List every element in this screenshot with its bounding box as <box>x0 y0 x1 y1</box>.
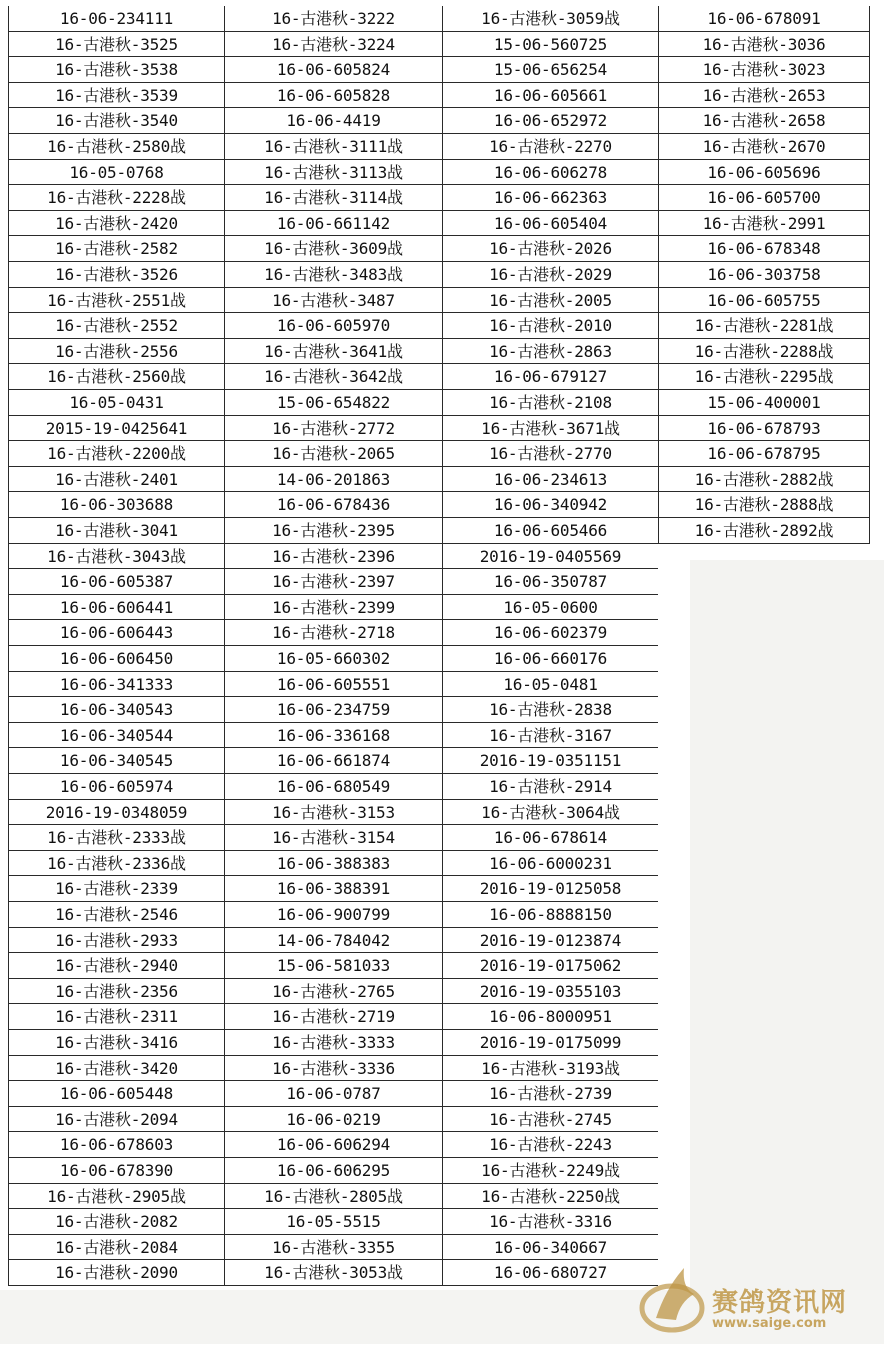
table-cell: 16-古港秋-3153 <box>224 800 442 826</box>
table-cell: 16-古港秋-3538 <box>8 57 224 83</box>
table-cell: 16-古港秋-2560战 <box>8 364 224 390</box>
table-cell: 16-古港秋-2005 <box>442 288 658 314</box>
table-cell: 16-古港秋-2888战 <box>658 492 870 518</box>
table-cell: 16-06-606441 <box>8 595 224 621</box>
table-cell: 16-古港秋-3036 <box>658 32 870 58</box>
table-cell: 16-古港秋-2029 <box>442 262 658 288</box>
table-cell: 16-06-350787 <box>442 569 658 595</box>
table-cell: 16-06-605700 <box>658 185 870 211</box>
table-cell: 16-古港秋-3416 <box>8 1030 224 1056</box>
table-cell: 16-古港秋-2580战 <box>8 134 224 160</box>
table-cell: 16-古港秋-2772 <box>224 416 442 442</box>
table-cell: 16-古港秋-2288战 <box>658 339 870 365</box>
table-cell: 16-05-0768 <box>8 160 224 186</box>
empty-region <box>690 560 884 1344</box>
table-cell: 16-古港秋-3059战 <box>442 6 658 32</box>
table-cell: 16-古港秋-3420 <box>8 1056 224 1082</box>
table-cell: 16-古港秋-2295战 <box>658 364 870 390</box>
table-cell: 16-06-303688 <box>8 492 224 518</box>
table-cell: 16-古港秋-2933 <box>8 928 224 954</box>
table-cell: 16-古港秋-2356 <box>8 979 224 1005</box>
table-cell: 16-古港秋-3222 <box>224 6 442 32</box>
table-cell: 16-古港秋-2281战 <box>658 313 870 339</box>
table-cell: 16-06-678091 <box>658 6 870 32</box>
table-cell: 16-06-0787 <box>224 1081 442 1107</box>
table-cell: 16-古港秋-2396 <box>224 544 442 570</box>
table-cell: 16-古港秋-2401 <box>8 467 224 493</box>
pigeon-icon <box>636 1258 716 1344</box>
table-cell: 16-06-606294 <box>224 1132 442 1158</box>
table-cell: 16-古港秋-2339 <box>8 876 224 902</box>
table-cell: 16-06-605551 <box>224 672 442 698</box>
watermark-title: 赛鸽资讯网 <box>712 1288 848 1318</box>
table-cell: 16-古港秋-2399 <box>224 595 442 621</box>
table-cell: 16-06-605970 <box>224 313 442 339</box>
table-cell: 16-古港秋-2094 <box>8 1107 224 1133</box>
table-cell: 15-06-654822 <box>224 390 442 416</box>
table-cell: 16-06-679127 <box>442 364 658 390</box>
table-cell: 16-06-605387 <box>8 569 224 595</box>
table-cell: 15-06-656254 <box>442 57 658 83</box>
table-cell: 16-古港秋-2084 <box>8 1235 224 1261</box>
table-cell: 16-06-661874 <box>224 748 442 774</box>
table-cell: 16-古港秋-2270 <box>442 134 658 160</box>
table-cell: 14-06-201863 <box>224 467 442 493</box>
table-cell: 16-06-605466 <box>442 518 658 544</box>
table-cell: 16-06-8000951 <box>442 1004 658 1030</box>
table-cell: 16-06-0219 <box>224 1107 442 1133</box>
table-cell: 16-古港秋-2892战 <box>658 518 870 544</box>
table-cell: 16-05-0600 <box>442 595 658 621</box>
table-cell: 16-05-0481 <box>442 672 658 698</box>
table-cell: 16-06-678390 <box>8 1158 224 1184</box>
table-cell: 16-古港秋-2991 <box>658 211 870 237</box>
table-cell: 16-古港秋-3023 <box>658 57 870 83</box>
table-cell: 16-古港秋-3526 <box>8 262 224 288</box>
table-cell: 16-古港秋-2200战 <box>8 441 224 467</box>
table-cell: 16-古港秋-2397 <box>224 569 442 595</box>
table-cell: 16-古港秋-3487 <box>224 288 442 314</box>
table-cell: 16-06-336168 <box>224 723 442 749</box>
table-cell: 16-古港秋-2108 <box>442 390 658 416</box>
table-cell: 16-古港秋-2739 <box>442 1081 658 1107</box>
table-cell: 16-06-605974 <box>8 774 224 800</box>
table-cell: 16-古港秋-2745 <box>442 1107 658 1133</box>
table-cell: 16-古港秋-3355 <box>224 1235 442 1261</box>
table-cell: 16-古港秋-2228战 <box>8 185 224 211</box>
table-cell: 2016-19-0175099 <box>442 1030 658 1056</box>
table-cell: 16-06-678795 <box>658 441 870 467</box>
table-cell: 16-古港秋-2336战 <box>8 851 224 877</box>
table-cell: 16-古港秋-2658 <box>658 108 870 134</box>
table-cell: 16-06-340543 <box>8 697 224 723</box>
table-cell: 16-古港秋-2333战 <box>8 825 224 851</box>
table-cell: 16-06-388383 <box>224 851 442 877</box>
table-cell: 2016-19-0348059 <box>8 800 224 826</box>
table-cell: 16-06-388391 <box>224 876 442 902</box>
table-cell: 16-05-660302 <box>224 646 442 672</box>
table-cell: 16-古港秋-2311 <box>8 1004 224 1030</box>
table-cell: 16-06-661142 <box>224 211 442 237</box>
table-cell: 16-06-340942 <box>442 492 658 518</box>
table-cell: 16-06-605404 <box>442 211 658 237</box>
table-cell: 16-古港秋-2914 <box>442 774 658 800</box>
table-cell: 15-06-581033 <box>224 953 442 979</box>
table-cell: 16-06-605696 <box>658 160 870 186</box>
table-cell: 16-古港秋-3525 <box>8 32 224 58</box>
table-cell: 16-古港秋-3154 <box>224 825 442 851</box>
table-cell: 2016-19-0405569 <box>442 544 658 570</box>
table-cell: 16-06-678603 <box>8 1132 224 1158</box>
table-cell: 16-06-341333 <box>8 672 224 698</box>
table-cell: 16-古港秋-2010 <box>442 313 658 339</box>
table-cell: 16-06-340544 <box>8 723 224 749</box>
table-cell: 16-古港秋-3539 <box>8 83 224 109</box>
table-cell: 16-古港秋-3316 <box>442 1209 658 1235</box>
table-cell: 16-古港秋-3113战 <box>224 160 442 186</box>
table-cell: 16-06-606450 <box>8 646 224 672</box>
table-cell: 2016-19-0351151 <box>442 748 658 774</box>
table-cell: 16-古港秋-2026 <box>442 236 658 262</box>
table-cell: 16-05-5515 <box>224 1209 442 1235</box>
watermark-url: www.saige.com <box>712 1316 827 1331</box>
table-cell: 16-06-605824 <box>224 57 442 83</box>
table-cell: 16-06-340667 <box>442 1235 658 1261</box>
table-cell: 16-古港秋-3041 <box>8 518 224 544</box>
table-cell: 16-古港秋-3540 <box>8 108 224 134</box>
table-cell: 16-古港秋-2551战 <box>8 288 224 314</box>
table-cell: 16-06-340545 <box>8 748 224 774</box>
table-cell: 15-06-560725 <box>442 32 658 58</box>
table-cell: 16-古港秋-3064战 <box>442 800 658 826</box>
table-cell: 16-古港秋-2420 <box>8 211 224 237</box>
table-cell: 16-06-678614 <box>442 825 658 851</box>
table-cell: 16-古港秋-3193战 <box>442 1056 658 1082</box>
table-cell: 16-06-678793 <box>658 416 870 442</box>
table-cell: 2016-19-0123874 <box>442 928 658 954</box>
table-cell: 16-06-605661 <box>442 83 658 109</box>
table-cell: 16-古港秋-2765 <box>224 979 442 1005</box>
table-cell: 16-06-606295 <box>224 1158 442 1184</box>
table-cell: 16-06-4419 <box>224 108 442 134</box>
table-cell: 16-06-605755 <box>658 288 870 314</box>
table-cell: 16-古港秋-3483战 <box>224 262 442 288</box>
table-cell: 16-古港秋-2552 <box>8 313 224 339</box>
table-cell: 16-古港秋-2243 <box>442 1132 658 1158</box>
table-cell: 16-古港秋-2718 <box>224 620 442 646</box>
table-cell: 16-06-606278 <box>442 160 658 186</box>
table-cell: 2015-19-0425641 <box>8 416 224 442</box>
table-cell: 16-古港秋-3642战 <box>224 364 442 390</box>
table-cell: 16-古港秋-2546 <box>8 902 224 928</box>
table-cell: 16-古港秋-3609战 <box>224 236 442 262</box>
table-cell: 16-06-662363 <box>442 185 658 211</box>
table-cell: 16-05-0431 <box>8 390 224 416</box>
table-cell: 16-古港秋-2863 <box>442 339 658 365</box>
table-cell: 16-古港秋-3111战 <box>224 134 442 160</box>
table-cell: 16-古港秋-3333 <box>224 1030 442 1056</box>
table-cell: 14-06-784042 <box>224 928 442 954</box>
table-cell: 16-06-234613 <box>442 467 658 493</box>
table-cell: 16-古港秋-2249战 <box>442 1158 658 1184</box>
table-cell: 16-06-605448 <box>8 1081 224 1107</box>
table-cell: 16-古港秋-3671战 <box>442 416 658 442</box>
table-cell: 16-古港秋-3336 <box>224 1056 442 1082</box>
table-cell: 16-06-6000231 <box>442 851 658 877</box>
table-cell: 16-古港秋-3167 <box>442 723 658 749</box>
table-cell: 16-古港秋-2082 <box>8 1209 224 1235</box>
table-cell: 16-06-8888150 <box>442 902 658 928</box>
table-cell: 16-06-680727 <box>442 1260 658 1286</box>
table-cell: 16-06-678436 <box>224 492 442 518</box>
table-cell: 16-古港秋-2905战 <box>8 1184 224 1210</box>
table-cell: 2016-19-0355103 <box>442 979 658 1005</box>
table-cell: 16-古港秋-2719 <box>224 1004 442 1030</box>
table-cell: 16-06-303758 <box>658 262 870 288</box>
table-cell: 16-06-234111 <box>8 6 224 32</box>
table-cell: 2016-19-0125058 <box>442 876 658 902</box>
table-cell: 16-06-680549 <box>224 774 442 800</box>
table-cell: 16-古港秋-2250战 <box>442 1184 658 1210</box>
table-cell: 16-古港秋-2065 <box>224 441 442 467</box>
table-cell: 16-06-234759 <box>224 697 442 723</box>
table-cell: 2016-19-0175062 <box>442 953 658 979</box>
table-cell: 16-06-602379 <box>442 620 658 646</box>
table-cell: 16-古港秋-3224 <box>224 32 442 58</box>
table-cell: 16-06-660176 <box>442 646 658 672</box>
table-cell: 16-06-605828 <box>224 83 442 109</box>
table-cell: 16-古港秋-2882战 <box>658 467 870 493</box>
table-cell: 16-古港秋-2670 <box>658 134 870 160</box>
table-cell: 16-古港秋-2582 <box>8 236 224 262</box>
table-cell: 16-古港秋-2556 <box>8 339 224 365</box>
table-cell: 16-古港秋-3641战 <box>224 339 442 365</box>
table-cell: 16-06-900799 <box>224 902 442 928</box>
table-cell: 16-古港秋-3043战 <box>8 544 224 570</box>
table-cell: 16-古港秋-3114战 <box>224 185 442 211</box>
table-cell: 16-06-678348 <box>658 236 870 262</box>
table-cell: 16-古港秋-3053战 <box>224 1260 442 1286</box>
table-cell: 16-06-606443 <box>8 620 224 646</box>
table-cell: 16-古港秋-2770 <box>442 441 658 467</box>
table-cell: 16-古港秋-2653 <box>658 83 870 109</box>
table-cell: 16-古港秋-2395 <box>224 518 442 544</box>
table-cell: 16-古港秋-2805战 <box>224 1184 442 1210</box>
table-cell: 16-古港秋-2940 <box>8 953 224 979</box>
table-cell: 16-古港秋-2090 <box>8 1260 224 1286</box>
watermark-logo <box>636 1258 884 1344</box>
table-cell: 16-06-652972 <box>442 108 658 134</box>
table-cell: 15-06-400001 <box>658 390 870 416</box>
table-cell: 16-古港秋-2838 <box>442 697 658 723</box>
